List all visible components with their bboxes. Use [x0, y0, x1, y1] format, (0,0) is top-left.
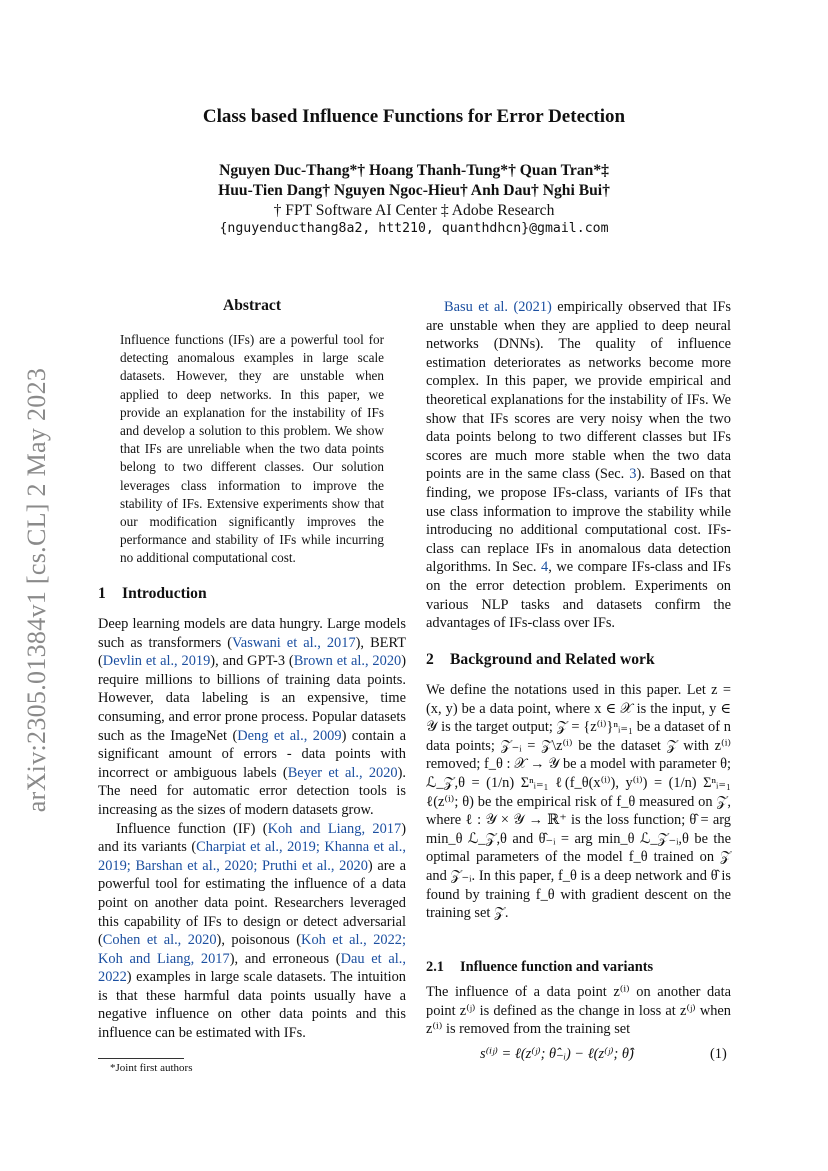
text-run: ). Based on that finding, we propose IFs-class, variants of IFs that use class information to improve the stability while introducing no additional computational cost. IFs-class can replace IFs in anomalous data detection algorithms. In Sec.	[426, 466, 731, 576]
citation-link[interactable]: Deng et al., 2009	[237, 727, 342, 744]
citation-link[interactable]: Brown et al., 2020	[293, 653, 402, 670]
subsection-body	[426, 983, 731, 1039]
text-run: ), poisonous (	[216, 932, 302, 949]
text-run: ), and GPT-3 (	[210, 653, 294, 670]
citation-link[interactable]: Beyer et al., 2020	[287, 764, 398, 781]
authors-line-2: Huu-Tien Dang† Nguyen Ngoc-Hieu† Anh Dau† Nghi Bui†	[218, 182, 610, 199]
section-link[interactable]: 3	[629, 466, 637, 483]
subsection-paragraph: The influence of a data point z⁽ⁱ⁾ on another data point z⁽ʲ⁾ is defined as the change in loss at z⁽ʲ⁾ when z⁽ⁱ⁾ is removed from the training set	[426, 984, 731, 1038]
intro-paragraph-1	[98, 615, 406, 820]
citation-link[interactable]: Basu et al. (2021)	[444, 299, 552, 315]
text-run: Influence function (IF) (	[116, 820, 268, 837]
author-emails: {nguyenducthang8a2, htt210, quanthdhcn}@gmail.com	[219, 221, 609, 236]
section-link[interactable]: 4	[541, 559, 549, 576]
citation-link[interactable]: Devlin et al., 2019	[102, 653, 211, 670]
citation-link[interactable]: Charpiat et al., 2019	[196, 839, 316, 856]
text-run: Deep learning models are data hungry. Large models such as transformers (	[98, 616, 406, 651]
citation-link[interactable]: Cohen et al., 2020	[102, 932, 217, 949]
text-run: ) require millions to billions of training data points. However, data labeling is an expensive, time consuming, and error prone process. Popular datasets such as the ImageNet (	[98, 653, 407, 744]
text-run: ) examples in large scale datasets. The intuition is that these harmful data points usually have a negative influence on other data points and this influence can be estimated with IFs.	[98, 969, 406, 1042]
equation-1: s⁽ⁱʲ⁾ = ℓ(z⁽ʲ⁾; θ̂₋ᵢ) − ℓ(z⁽ʲ⁾; θ̂)	[480, 1046, 634, 1062]
text-run: , we compare IFs-class and IFs on the error detection problem. Experiments on various NLP tasks and datasets confirm the advantages of IFs-class over IFs.	[426, 559, 731, 632]
text-run: ) are a powerful tool for estimating the influence of a data point on another data point. Researchers leveraged this capability of IFs to design or detect adversarial (	[98, 857, 406, 949]
text-run: ) contain a significant amount of errors - data points with incorrect or ambiguous labels (	[98, 727, 406, 781]
citation-link[interactable]: Koh and Liang, 2017	[267, 820, 402, 837]
citation-separator: ;	[315, 839, 325, 856]
citation-link[interactable]: Vaswani et al., 2017	[232, 634, 356, 651]
footnote: *Joint first authors	[110, 1062, 193, 1074]
citation-separator: ;	[402, 932, 406, 949]
section-number: 1	[98, 585, 106, 602]
text-run: ) and its variants (	[98, 820, 406, 856]
citation-link[interactable]: Koh and Liang, 2017	[98, 950, 230, 967]
section-1-heading	[98, 585, 207, 603]
citation-link[interactable]: Barshan et al., 2020	[135, 857, 254, 874]
citation-link[interactable]: Pruthi et al., 2020	[262, 857, 368, 874]
section-2-heading	[426, 651, 655, 669]
abstract-text: Influence functions (IFs) are a powerful tool for detecting anomalous examples in large scale datasets. However, they are unstable when applied to deep networks. In this paper, we provide an explanation for the instability of IFs and develop a solution to this problem. We show that IFs are unreliable when the two data points belong to two different classes. Our solution leverages class information to improve the stability of IFs. Extensive experiments show that our modification significantly improves the performance and stability of IFs while incurring no additional computational cost.	[120, 332, 384, 566]
section-title: Introduction	[122, 585, 207, 602]
authors-line-1: Nguyen Duc-Thang*† Hoang Thanh-Tung*† Quan Tran*‡	[219, 162, 609, 179]
citation-link[interactable]: Dau et al., 2022	[98, 950, 406, 986]
equation-number: (1)	[710, 1046, 727, 1062]
citation-separator: ;	[253, 857, 263, 874]
background-body	[426, 681, 731, 923]
citation-separator: ;	[126, 857, 136, 874]
abstract-heading: Abstract	[222, 297, 282, 314]
intro-body	[98, 615, 406, 1043]
background-paragraph: We define the notations used in this paper. Let z = (x, y) be a data point, where x ∈ 𝒳 is the input, y ∈ 𝒴 is the target output; 𝒵 = {z⁽ⁱ⁾}ⁿᵢ₌₁ be a dataset of n data points; 𝒵₋ᵢ = 𝒵\z⁽ⁱ⁾ be the dataset 𝒵 with z⁽ⁱ⁾ removed; f_θ : 𝒳 → 𝒴 be a model with parameter θ; ℒ_𝒵,θ = (1/n) Σⁿᵢ₌₁ ℓ(f_θ(x⁽ⁱ⁾), y⁽ⁱ⁾) = (1/n) Σⁿᵢ₌₁ ℓ(z⁽ⁱ⁾; θ) be the empirical risk of f_θ measured on 𝒵, where ℓ : 𝒴 × 𝒴 → ℝ⁺ is the loss function; θ̂ = arg min_θ ℒ_𝒵,θ and θ̂₋ᵢ = arg min_θ ℒ_𝒵₋ᵢ,θ be the optimal parameters of the model f_θ trained on 𝒵 and 𝒵₋ᵢ. In this paper, f_θ is a deep network and θ̂ is found by training f_θ with gradient descent on the training set 𝒵.	[426, 682, 731, 922]
intro-paragraph-2	[98, 820, 406, 1043]
text-run: ), and erroneous (	[229, 950, 341, 967]
citation-link[interactable]: Khanna et al., 2019	[98, 839, 407, 874]
section-title: Background and Related work	[450, 651, 655, 668]
paper-title: Class based Influence Functions for Error Detection	[202, 106, 626, 127]
arxiv-sidebar	[22, 360, 52, 820]
footnote-rule	[98, 1058, 184, 1059]
subsection-number: 2.1	[426, 959, 444, 975]
section-number: 2	[426, 651, 434, 668]
subsection-title: Influence function and variants	[460, 959, 654, 975]
text-run: empirically observed that IFs are unstable when they are applied to deep neural networks (DNNs). The quality of influence estimation deteriorates as networks become more complex. In this paper, we provide empirical and theoretical explanations for the instability of IFs. We show that IFs scores are very noisy when the two data points belong to two different classes but IFs scores are much more stable when the two data points are in the same class (Sec.	[426, 299, 731, 483]
text-run: ), BERT (	[98, 634, 406, 670]
subsection-2-1-heading	[426, 959, 653, 976]
affiliations: † FPT Software AI Center ‡ Adobe Research	[273, 202, 555, 219]
text-run: ). The need for automatic error detection tools is increasing as the sizes of modern datasets grow.	[98, 764, 406, 818]
right-intro-paragraph	[426, 298, 731, 633]
arxiv-id: arXiv:2305.01384v1 [cs.CL] 2 May 2023	[22, 367, 51, 813]
citation-link[interactable]: Koh et al., 2022	[301, 932, 402, 949]
paragraph	[426, 298, 731, 633]
